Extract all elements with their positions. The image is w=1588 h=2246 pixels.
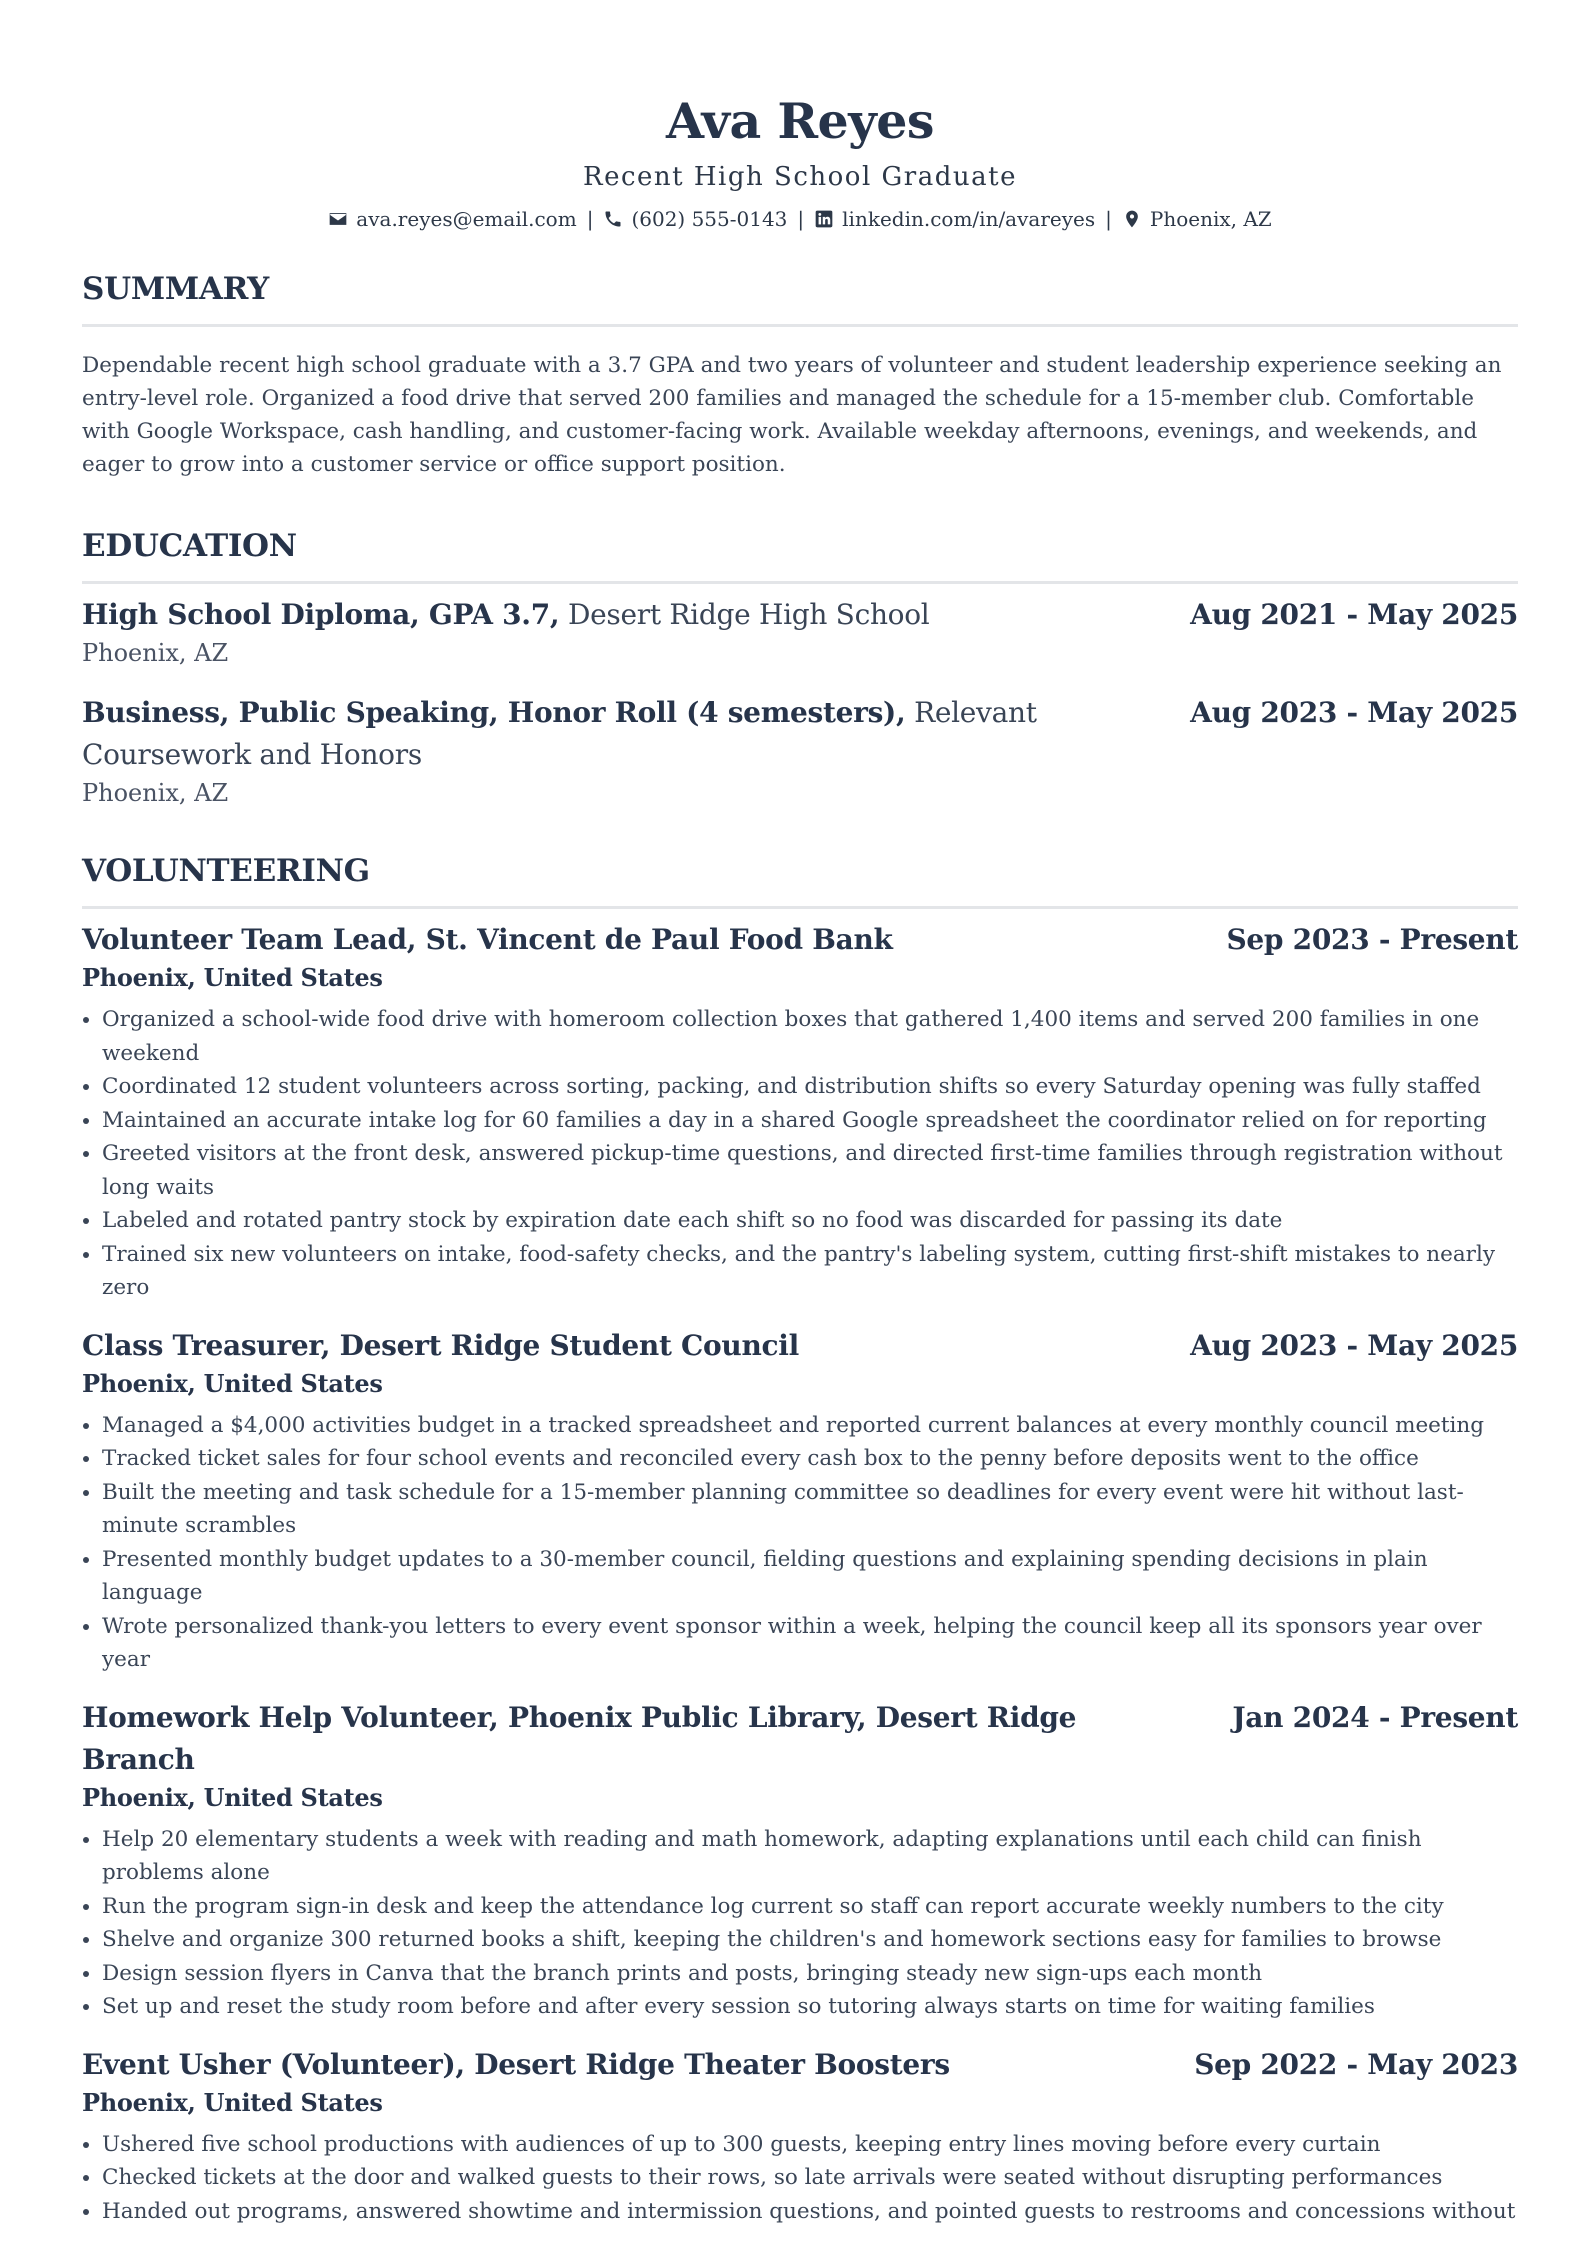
summary-section [82,268,1518,481]
volunteer-bullets [82,1003,1518,1305]
summary-text: Dependable recent high school graduate with a 3.7 GPA and two years of volunteer and student leadership experience seeking an entry-level role. Organized a food drive that served 200 families and managed the schedule for a 15-member club. Comfortable with Google Workspace, cash handling, and customer-facing work. Available weekday afternoons, evenings, and weekends, and eager to grow into a customer service or office support position. [82,353,1502,477]
section-divider [82,581,1518,584]
bullet-item: • Tracked ticket sales for four school events and reconciled every cash box to the penny before deposits went to the office [102,1442,1518,1476]
bullet-item: • Organized a school-wide food drive with homeroom collection boxes that gathered 1,400 items and served 200 families in one weekend [102,1003,1518,1070]
contact-email[interactable] [328,204,576,234]
education-date: Aug 2021 - May 2025 [1190,598,1518,631]
volunteer-bullets [82,1409,1518,1677]
contact-separator: | [586,207,594,231]
volunteer-location: Phoenix, United States [82,1368,383,1398]
volunteer-date: Jan 2024 - Present [1232,1700,1518,1734]
candidate-name: Ava Reyes [666,92,934,150]
contact-line [82,204,1518,234]
section-divider [82,906,1518,909]
section-title: SUMMARY [82,271,269,307]
volunteer-entry [82,919,1518,1305]
volunteer-location: Phoenix, United States [82,963,383,992]
envelope-icon [328,209,348,229]
contact-location-text: Phoenix, AZ [1149,207,1272,231]
section-title: EDUCATION [82,528,297,564]
education-date: Aug 2023 - May 2025 [1190,696,1518,729]
education-section [82,525,1518,810]
volunteer-entry [82,2044,1518,2229]
bullet-item: • Checked tickets at the door and walked guests to their rows, so late arrivals were seated without disrupting performances [102,2161,1518,2195]
volunteer-role: Class Treasurer, Desert Ridge Student Council [82,1328,799,1362]
contact-email-text: ava.reyes@email.com [356,207,577,231]
contact-separator: | [797,207,805,231]
bullet-item: • Labeled and rotated pantry stock by expiration date each shift so no food was discarded for passing its date [102,1204,1518,1238]
map-pin-icon [1122,209,1142,229]
section-title: VOLUNTEERING [82,853,370,889]
volunteering-section [82,850,1518,2228]
bullet-item: • Design session flyers in Canva that the branch prints and posts, bringing steady new sign-ups each month [102,1957,1518,1991]
contact-phone[interactable] [603,204,787,234]
contact-location [1122,204,1272,234]
bullet-item: • Maintained an accurate intake log for 60 families a day in a shared Google spreadsheet the coordinator relied on for reporting [102,1104,1518,1138]
education-location: Phoenix, AZ [82,639,229,667]
education-degree: High School Diploma, GPA 3.7, [82,598,560,631]
bullet-item: • Coordinated 12 student volunteers across sorting, packing, and distribution shifts so every Saturday opening was fully staffed [102,1070,1518,1104]
education-entry [82,594,1518,670]
education-location: Phoenix, AZ [82,779,229,807]
bullet-item: • Ushered five school productions with audiences of up to 300 guests, keeping entry lines moving before every curtain [102,2128,1518,2162]
education-entry [82,692,1518,810]
volunteer-date: Aug 2023 - May 2025 [1190,1328,1518,1362]
bullet-item: • Help 20 elementary students a week with reading and math homework, adapting explanations until each child can finish problems alone [102,1823,1518,1890]
bullet-item: • Wrote personalized thank-you letters to every event sponsor within a week, helping the council keep all its sponsors year over year [102,1610,1518,1677]
volunteer-location: Phoenix, United States [82,2087,383,2117]
volunteer-date: Sep 2022 - May 2023 [1194,2047,1518,2081]
volunteer-role: Homework Help Volunteer, Phoenix Public Library, Desert Ridge Branch [82,1700,1077,1776]
bullet-item: • Run the program sign-in desk and keep the attendance log current so staff can report accurate weekly numbers to the city [102,1890,1518,1924]
resume-header [82,0,1518,234]
volunteer-location: Phoenix, United States [82,1782,383,1812]
bullet-item: • Built the meeting and task schedule for a 15-member planning committee so deadlines for every event were hit without last-minute scrambles [102,1476,1518,1543]
volunteer-bullets [82,2128,1518,2229]
bullet-item: • Presented monthly budget updates to a 30-member council, fielding questions and explaining spending decisions in plain language [102,1543,1518,1610]
section-divider [82,324,1518,327]
education-title [82,692,1162,776]
volunteer-role: Volunteer Team Lead, St. Vincent de Paul Food Bank [82,923,893,956]
candidate-subtitle: Recent High School Graduate [583,162,1017,192]
contact-linkedin[interactable] [814,204,1095,234]
linkedin-icon [814,209,834,229]
volunteer-entry [82,1697,1518,2024]
resume-page [82,0,1518,2228]
volunteer-date: Sep 2023 - Present [1226,923,1518,956]
volunteer-bullets [82,1823,1518,2024]
phone-icon [603,209,623,229]
bullet-item: • Handed out programs, answered showtime and intermission questions, and pointed guests to restrooms and concessions without [102,2195,1518,2229]
volunteer-role: Event Usher (Volunteer), Desert Ridge Theater Boosters [82,2047,950,2081]
bullet-item: • Greeted visitors at the front desk, answered pickup-time questions, and directed first-time families through registration without long waits [102,1137,1518,1204]
bullet-item: • Trained six new volunteers on intake, food-safety checks, and the pantry's labeling system, cutting first-shift mistakes to nearly zero [102,1238,1518,1305]
contact-separator: | [1105,207,1112,231]
volunteer-entry [82,1325,1518,1677]
bullet-item: • Managed a $4,000 activities budget in a tracked spreadsheet and reported current balances at every monthly council meeting [102,1409,1518,1443]
education-school: Relevant Coursework and Honors [82,696,1037,771]
education-school: Desert Ridge High School [568,598,930,631]
education-degree: Business, Public Speaking, Honor Roll (4 semesters), [82,696,906,729]
bullet-item: • Set up and reset the study room before and after every session so tutoring always starts on time for waiting families [102,1990,1518,2024]
contact-phone-text: (602) 555-0143 [631,207,788,231]
bullet-item: • Shelve and organize 300 returned books a shift, keeping the children's and homework sections easy for families to browse [102,1923,1518,1957]
education-title [82,594,929,636]
contact-linkedin-text: linkedin.com/in/avareyes [842,207,1096,231]
